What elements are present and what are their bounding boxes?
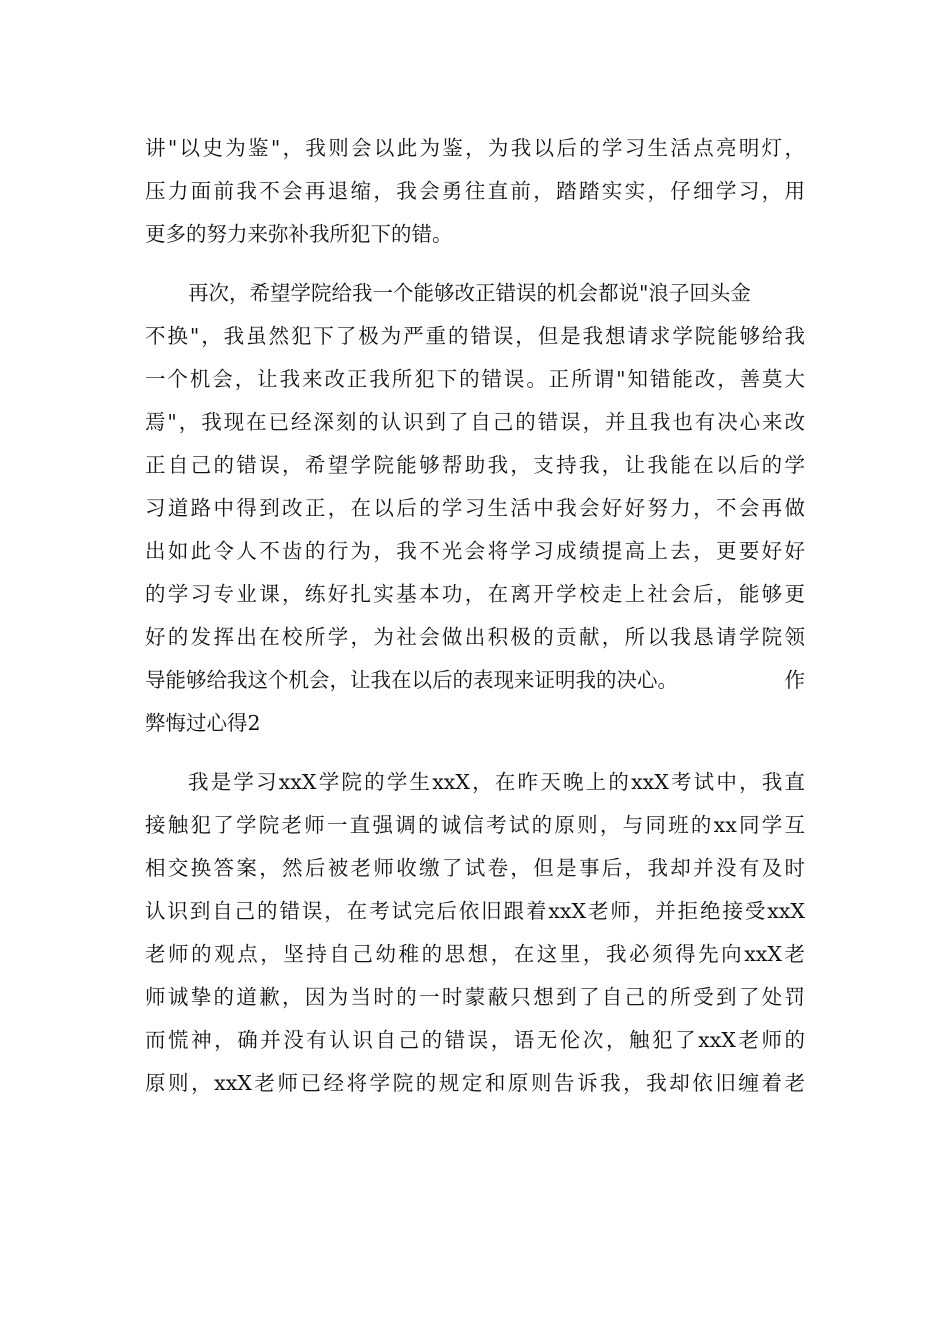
text-line: 出如此令人不齿的行为，我不光会将学习成绩提高上去，更要好好 (145, 539, 805, 563)
text-line: 我是学习xxX学院的学生xxX，在昨天晚上的xxX考试中，我直 (188, 770, 805, 794)
section-heading: 弊悔过心得2 (145, 711, 261, 735)
text-line: 原则，xxX老师已经将学院的规定和原则告诉我，我却依旧缠着老 (145, 1071, 805, 1095)
text-line: 师诚挚的道歉，因为当时的一时蒙蔽只想到了自己的所受到了处罚 (145, 985, 805, 1009)
text-line: 再次，希望学院给我一个能够改正错误的机会都说"浪子回头金 (188, 281, 751, 305)
text-line: 正自己的错误，希望学院能够帮助我，支持我，让我能在以后的学 (145, 453, 805, 477)
paragraph-2 (145, 272, 805, 745)
document-body (145, 127, 805, 1105)
text-line: 更多的努力来弥补我所犯下的错。 (145, 222, 453, 246)
text-line (145, 659, 805, 702)
text-line: 习道路中得到改正，在以后的学习生活中我会好好努力，不会再做 (145, 496, 805, 520)
text-line: 不换"，我虽然犯下了极为严重的错误，但是我想请求学院能够给我 (145, 324, 805, 348)
paragraph-1 (145, 127, 805, 256)
text-line: 好的发挥出在校所学，为社会做出积极的贡献，所以我恳请学院领 (145, 625, 805, 649)
text-line: 相交换答案，然后被老师收缴了试卷，但是事后，我却并没有及时 (145, 856, 805, 880)
text-line: 认识到自己的错误，在考试完后依旧跟着xxX老师，并拒绝接受xxX (145, 899, 805, 923)
text-line: 焉"，我现在已经深刻的认识到了自己的错误，并且我也有决心来改 (145, 410, 805, 434)
text-line-main: 导能够给我这个机会，让我在以后的表现来证明我的决心。 (145, 668, 678, 692)
text-line: 接触犯了学院老师一直强调的诚信考试的原则，与同班的xx同学互 (145, 813, 805, 837)
text-line: 的学习专业课，练好扎实基本功，在离开学校走上社会后，能够更 (145, 582, 805, 606)
text-line: 而慌神，确并没有认识自己的错误，语无伦次，触犯了xxX老师的 (145, 1028, 805, 1052)
text-line: 压力面前我不会再退缩，我会勇往直前，踏踏实实，仔细学习，用 (145, 179, 805, 203)
text-line: 讲"以史为鉴"，我则会以此为鉴，为我以后的学习生活点亮明灯， (145, 136, 805, 160)
paragraph-3 (145, 761, 805, 1105)
text-line: 一个机会，让我来改正我所犯下的错误。正所谓"知错能改，善莫大 (145, 367, 805, 391)
text-line: 老师的观点，坚持自己幼稚的思想，在这里，我必须得先向xxX老 (145, 942, 805, 966)
text-line-tail: 作 (784, 668, 805, 692)
